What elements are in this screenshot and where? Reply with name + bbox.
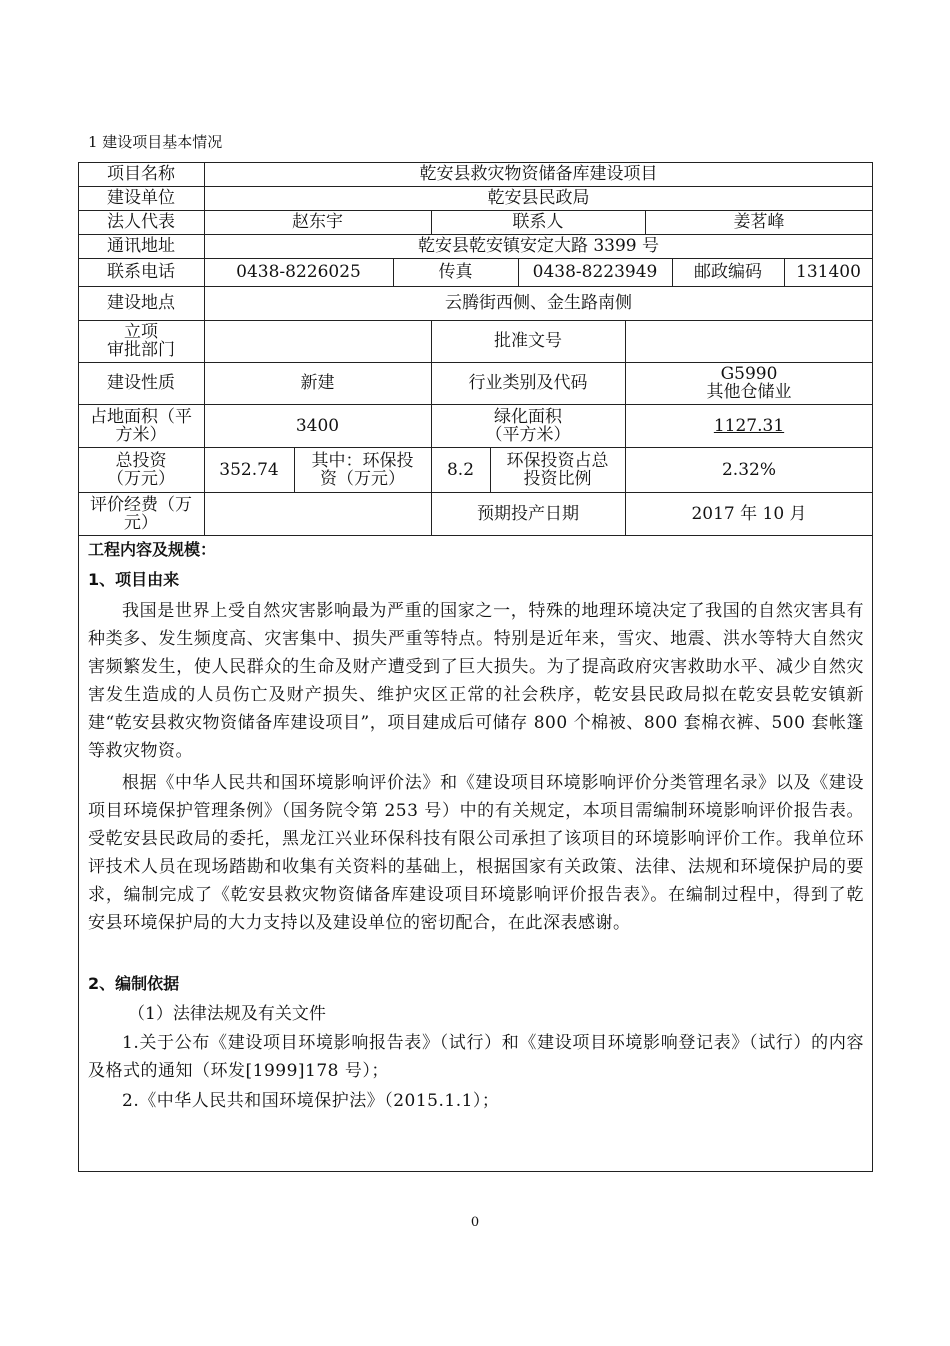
phone-value: 0438-8226025 [236, 262, 361, 282]
project-content [88, 535, 864, 1117]
contact-value: 姜茗峰 [733, 212, 785, 232]
section-2-title: 2、编制依据 [88, 974, 180, 993]
invest-label [78, 447, 204, 492]
section-2-item-2: 2.《中华人民共和国环境保护法》（2015.1.1）； [122, 1091, 500, 1111]
legal-rep-value: 赵东宇 [292, 212, 343, 232]
project-name-label: 项目名称 [107, 164, 175, 184]
green-value-text: 1127.31 [713, 415, 785, 436]
fee-value [204, 492, 431, 535]
invest-label-line1: 总投资 [115, 450, 167, 471]
ratio-label-line2: 投资比例 [523, 468, 592, 489]
ratio-label-line1: 环保投资占总 [506, 450, 609, 471]
legal-rep-label: 法人代表 [107, 212, 175, 232]
invest-value: 352.74 [219, 459, 279, 480]
env-invest-label [294, 447, 431, 492]
start-date-label: 预期投产日期 [477, 503, 579, 524]
phone-label: 联系电话 [107, 262, 175, 282]
section-heading: 1 建设项目基本情况 [88, 133, 223, 151]
project-name-value: 乾安县救灾物资储备库建设项目 [419, 164, 658, 184]
page-number: 0 [470, 1215, 480, 1230]
industry-label: 行业类别及代码 [468, 373, 588, 393]
green-label-line2: （平方米） [485, 424, 571, 445]
unit-value: 乾安县民政局 [487, 188, 590, 208]
invest-label-line2: （万元） [107, 468, 175, 489]
nature-label: 建设性质 [107, 373, 175, 393]
ratio-label [490, 447, 625, 492]
section-1-paragraph-2: 根据《中华人民共和国环境影响评价法》和《建设项目环境影响评价分类管理名录》以及《建设项目环境保护管理条例》（国务院令第 253 号）中的有关规定，本项目需编制环境影响评价报告表。受乾安县民政局的委托，黑龙江兴业环保科技有限公司承担了该项目的环境影响评价工作。我单位环评技术人员在现场踏勘和收集有关资料的基础上，根据国家有关政策、法律、法规和环境保护局的要求，编制完成了《乾安县救灾物资储备库建设项目环境影响评价报告表》。在编制过程中，得到了乾安县环境保护局的大力支持以及建设单位的密切配合，在此深表感谢。 [88, 773, 864, 933]
spacer [88, 937, 864, 969]
industry-code: G5990 [720, 364, 778, 384]
fax-label: 传真 [438, 262, 473, 282]
area-label-line2: 方米） [115, 424, 167, 445]
site-value: 云腾街西侧、金生路南侧 [445, 293, 632, 313]
industry-name: 其他仓储业 [706, 382, 792, 402]
section-2-item-1: 1.关于公布《建设项目环境影响报告表》（试行）和《建设项目环境影响登记表》（试行）的内容及格式的通知（环发[1999]178 号）； [88, 1033, 864, 1081]
industry-value [625, 362, 873, 404]
env-invest-label-line2: 资（万元） [320, 468, 405, 489]
approval-dept-label-line1: 立项 [124, 322, 158, 342]
fax-value: 0438-8223949 [532, 262, 658, 282]
section-1-title: 1、项目由来 [88, 570, 180, 589]
env-invest-value: 8.2 [446, 459, 475, 480]
fee-label [78, 492, 204, 535]
section-1-paragraph-1: 我国是世界上受自然灾害影响最为严重的国家之一，特殊的地理环境决定了我国的自然灾害具有种类多、发生频度高、灾害集中、损失严重等特点。特别是近年来，雪灾、地震、洪水等特大自然灾害频繁发生，使人民群众的生命及财产遭受到了巨大损失。为了提高政府灾害救助水平、减少自然灾害发生造成的人员伤亡及财产损失、维护灾区正常的社会秩序，乾安县民政局拟在乾安县乾安镇新建“乾安县救灾物资储备库建设项目”，项目建成后可储存 800 个棉被、800 套棉衣裤、500 套帐篷等救灾物资。 [88, 601, 864, 761]
section-2-subtitle: （1）法律法规及有关文件 [128, 1004, 326, 1024]
green-label [431, 404, 625, 447]
postcode-value: 131400 [796, 262, 861, 282]
address-label: 通讯地址 [107, 236, 175, 256]
green-label-line1: 绿化面积 [494, 406, 562, 427]
address-value: 乾安县乾安镇安定大路 3399 号 [417, 236, 660, 256]
ratio-value: 2.32% [721, 459, 776, 480]
fee-label-line2: 元） [124, 512, 158, 533]
nature-value: 新建 [300, 373, 335, 393]
unit-label: 建设单位 [107, 188, 175, 208]
approval-dept-value [204, 320, 431, 362]
env-invest-label-line1: 其中：环保投 [311, 450, 414, 471]
green-value [625, 404, 873, 447]
approval-no-label: 批准文号 [494, 331, 562, 351]
area-label-line1: 占地面积（平 [90, 406, 192, 427]
site-label: 建设地点 [107, 293, 175, 313]
contact-label: 联系人 [512, 212, 564, 232]
approval-no-value [625, 320, 873, 362]
scope-title: 工程内容及规模： [88, 540, 217, 559]
approval-dept-label [78, 320, 204, 362]
postcode-label: 邮政编码 [694, 262, 762, 282]
area-label [78, 404, 204, 447]
approval-dept-label-line2: 审批部门 [107, 340, 175, 360]
start-date-value: 2017 年 10 月 [691, 503, 807, 524]
area-value: 3400 [295, 415, 340, 436]
fee-label-line1: 评价经费（万 [90, 494, 192, 515]
